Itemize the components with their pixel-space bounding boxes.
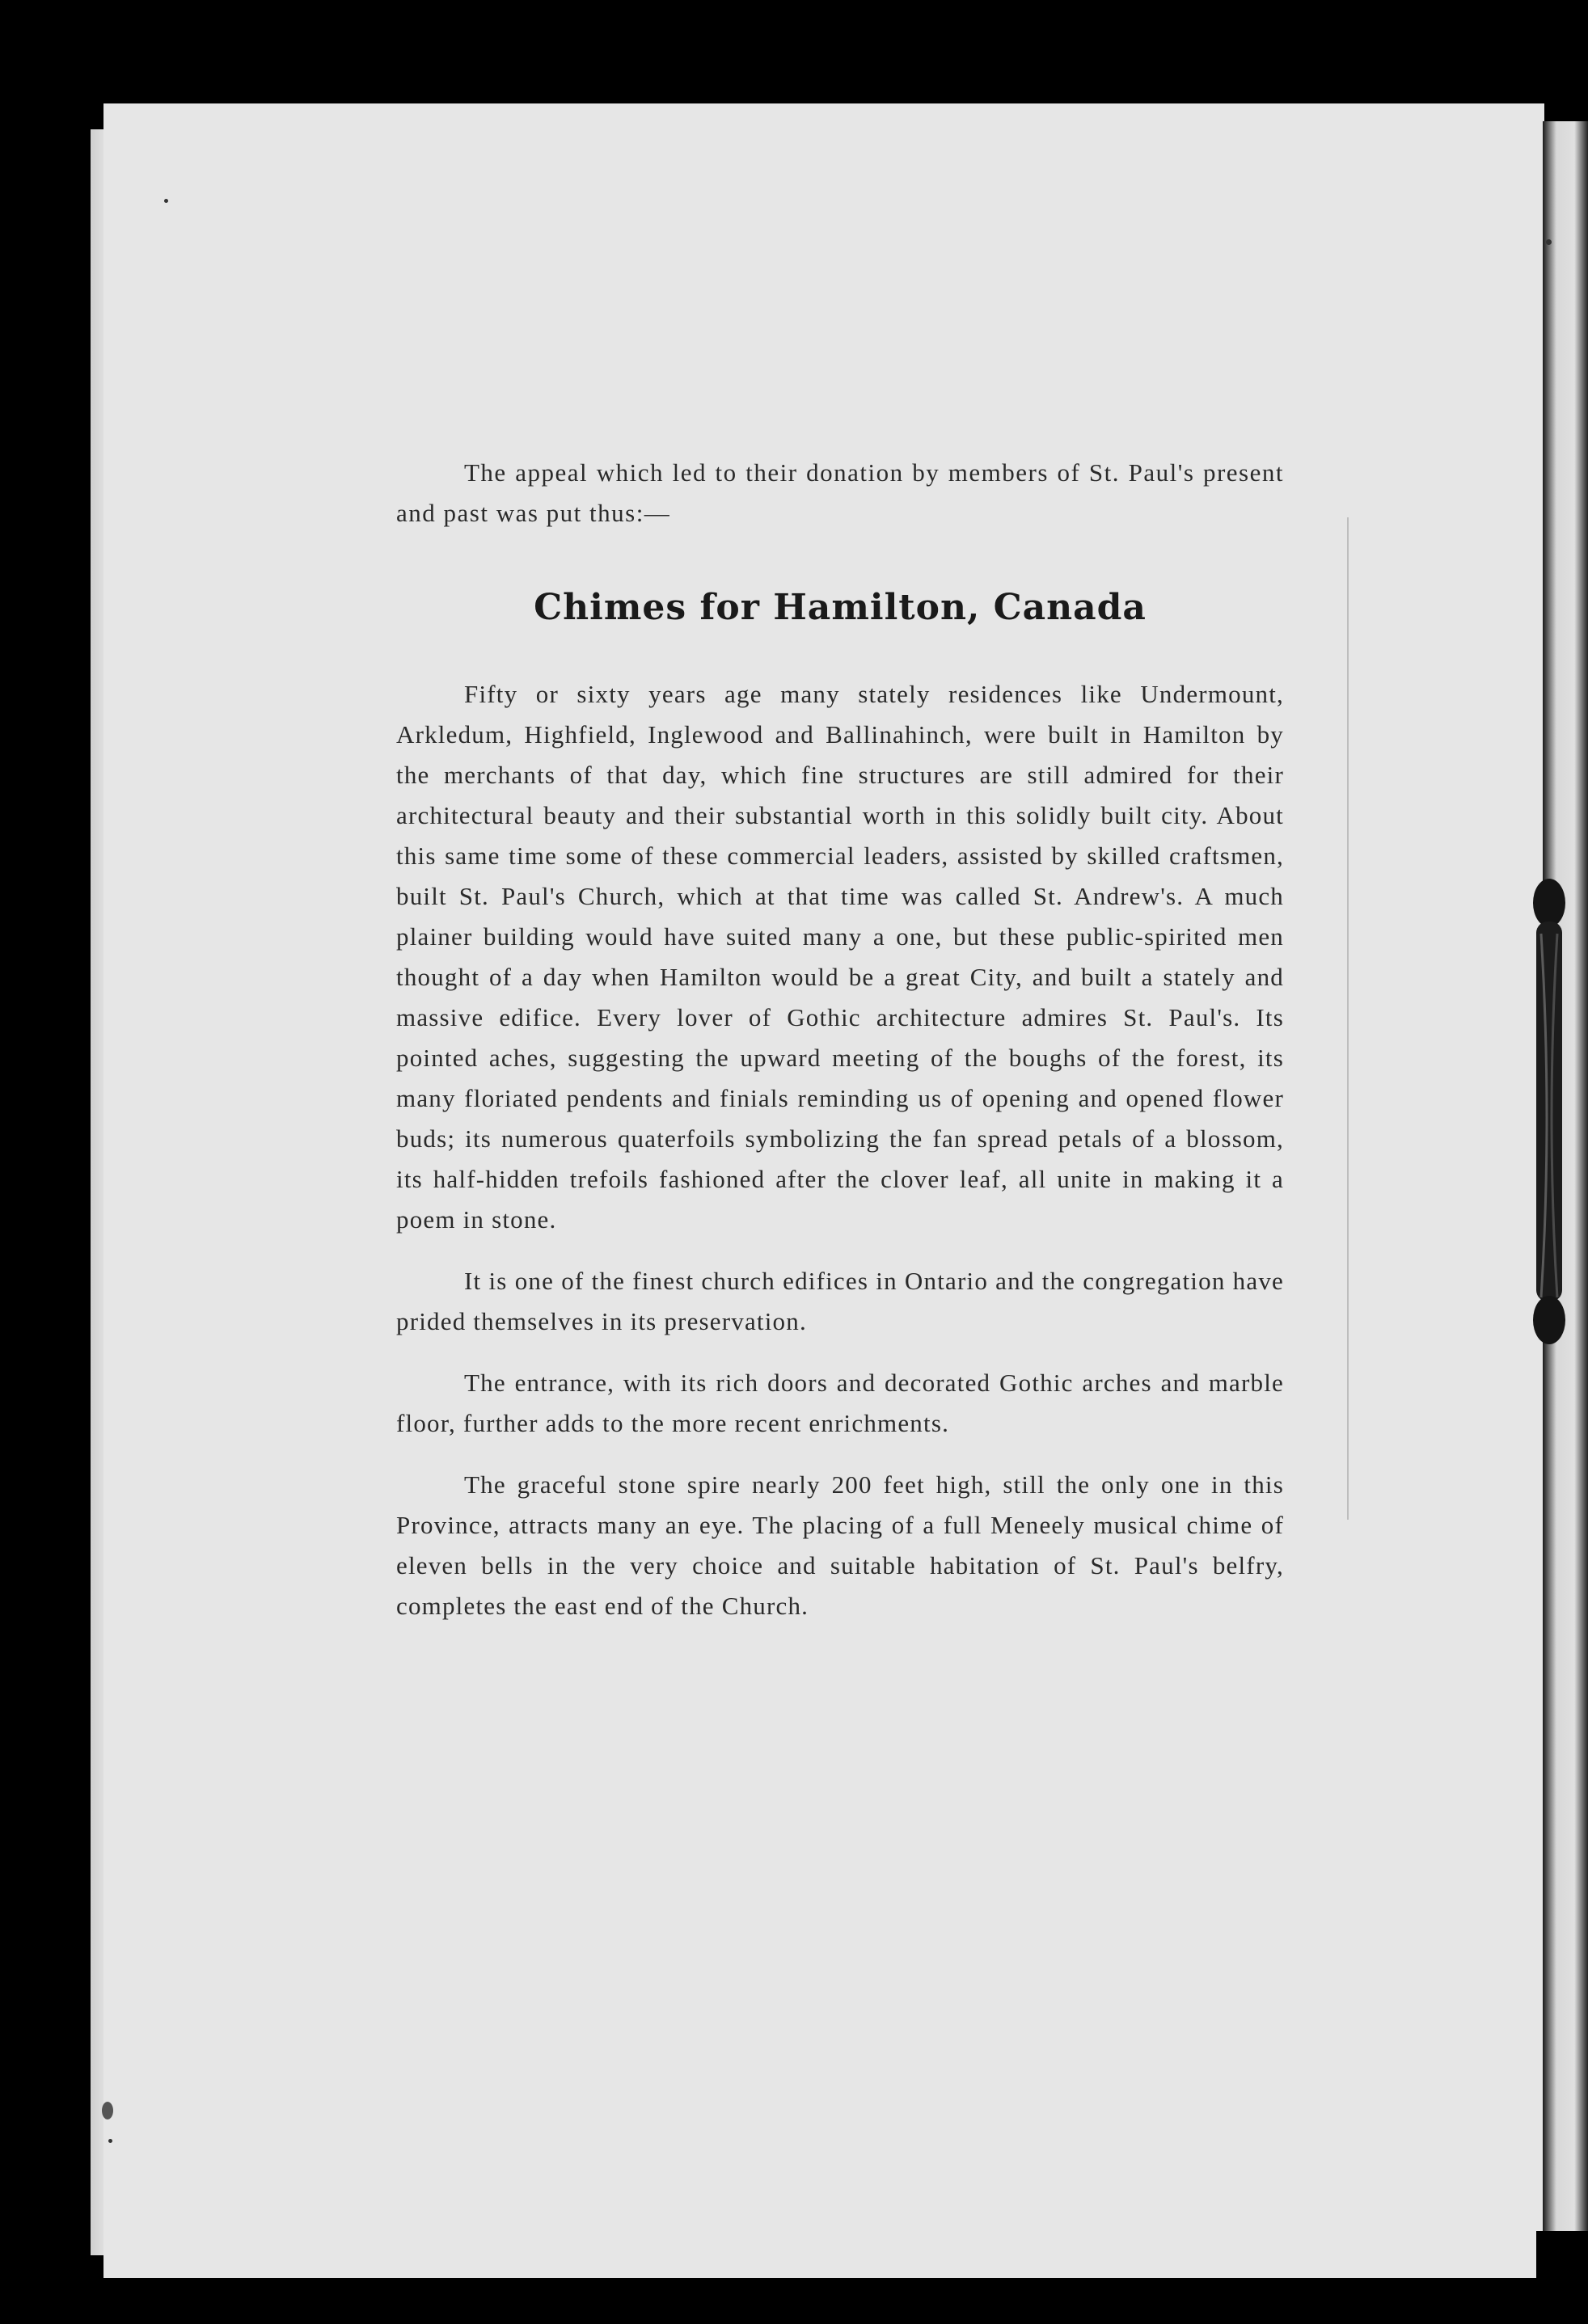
body-paragraph: The graceful stone spire nearly 200 feet high, still the only one in this Province, attracts many an eye. The placing of a full Meneely musical chime of eleven bells in the very choice and suitable habitation of St. Paul's belfry, completes the east end of the Church. <box>396 1470 1284 1620</box>
binding-cord <box>1528 877 1570 1346</box>
intro-paragraph: The appeal which led to their donation by members of St. Paul's present and past was put thus:— <box>396 458 1284 527</box>
scan-speck <box>1546 239 1552 245</box>
document-body <box>396 453 1284 1647</box>
scan-border-bottom-right <box>1536 2231 1588 2296</box>
body-paragraph: It is one of the finest church edifices in Ontario and the congregation have prided themselves in its preservation. <box>396 1267 1284 1335</box>
scan-speck <box>164 199 168 203</box>
scan-speck <box>108 2139 112 2143</box>
scan-speck <box>102 2102 113 2119</box>
body-paragraph: The entrance, with its rich doors and decorated Gothic arches and marble floor, further adds to the more recent enrichments. <box>396 1369 1284 1437</box>
body-paragraph: Fifty or sixty years age many stately residences like Undermount, Arkledum, Highfield, Inglewood and Ballinahinch, were built in Hamilton by the merchants of that day, which fine structures are still admired for their architectural beauty and their substantial worth in this solidly built city. About this same time some of these commercial leaders, assisted by skilled craftsmen, built St. Paul's Church, which at that time was called St. Andrew's. A much plainer building would have suited many a one, but these public-spirited men thought of a day when Hamilton would be a great City, and built a stately and massive edifice. Every lover of Gothic architecture admires St. Paul's. Its pointed aches, suggesting the upward meeting of the boughs of the forest, its many floriated pendents and finials reminding us of opening and opened flower buds; its numerous quaterfoils symbolizing the fan spread petals of a blossom, its half-hidden trefoils fashioned after the clover leaf, all unite in making it a poem in stone. <box>396 680 1284 1234</box>
page-fold-line <box>1347 517 1349 1520</box>
page-title: Chimes for Hamilton, Canada <box>534 587 1147 628</box>
